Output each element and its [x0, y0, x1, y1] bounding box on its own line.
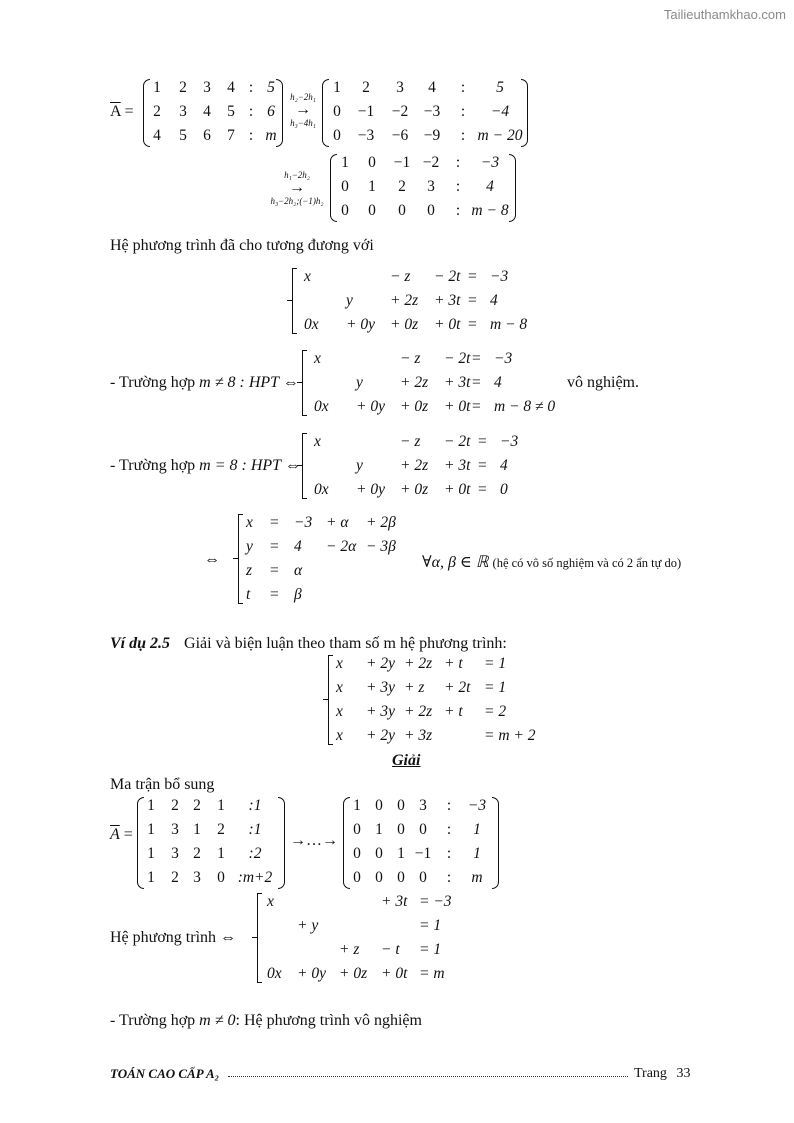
sys5-cell: = 2 — [484, 703, 507, 720]
matA3-cell: 0 — [368, 202, 376, 219]
matA3-cell: −3 — [480, 154, 500, 171]
op2-bot: h₃−2h₂;(−1)h₂ — [270, 196, 324, 206]
sys6-cell: + 0y — [297, 965, 326, 982]
matB2-cell: : — [446, 797, 452, 814]
page-number: 33 — [676, 1066, 691, 1081]
brace — [302, 433, 303, 499]
brace-tick — [302, 498, 307, 499]
sys3-cell: = — [478, 457, 487, 474]
sys2-cell: 0x — [314, 398, 329, 415]
sys4-cell: = — [270, 562, 279, 579]
solution-title: Giải — [392, 752, 421, 769]
sys4-cell: + α — [326, 514, 349, 531]
sys4-cell: y — [246, 538, 253, 555]
sys3-cell: − 2t — [444, 433, 471, 450]
brace — [257, 893, 258, 983]
matB2-cell: 0 — [397, 869, 405, 886]
matA1-cell: 4 — [203, 103, 211, 120]
sys4-cell: x — [246, 514, 253, 531]
sys6-cell: = 1 — [419, 917, 442, 934]
matB1-cell: :1 — [248, 797, 262, 814]
sys1-cell: x — [304, 268, 311, 285]
matrix-a-bar-label: $\overline{A}$ = — [110, 103, 134, 120]
matB1-cell: 1 — [193, 821, 201, 838]
sys5-cell: + 2z — [404, 655, 433, 672]
sys6-cell: + 0z — [339, 965, 368, 982]
matA3-cell: 1 — [368, 178, 376, 195]
matB1-cell: 1 — [147, 797, 155, 814]
op1-top: h₂−2h₁ — [290, 92, 316, 102]
sys5-cell: + 2y — [366, 727, 395, 744]
sys4-cell: 4 — [294, 538, 302, 555]
brace-tick — [297, 465, 302, 466]
general-solution — [236, 512, 416, 606]
sys6-cell: − t — [381, 941, 400, 958]
sys1-cell: − 2t — [434, 268, 461, 285]
matB1-cell: 1 — [217, 797, 225, 814]
matB1-cell: 1 — [217, 845, 225, 862]
sys1-cell: + 2z — [390, 292, 419, 309]
matrix-a-step2 — [330, 152, 516, 222]
sys3-cell: x — [314, 433, 321, 450]
sys4-cell: α — [294, 562, 303, 579]
brace-tick — [297, 382, 302, 383]
matA2-cell: 0 — [333, 103, 341, 120]
system6-label: Hệ phương trình ⇔ — [110, 929, 237, 946]
matA1-cell: : — [248, 103, 254, 120]
sys6-cell: + 0t — [381, 965, 408, 982]
matrix-b-bar-label: $\overline{A}$ = — [110, 826, 133, 843]
page-label: Trang — [634, 1066, 667, 1081]
matA2-cell: : — [460, 103, 466, 120]
example-heading — [110, 635, 507, 653]
sys3-cell: = — [478, 433, 487, 450]
brace-tick — [292, 268, 297, 269]
matB2-cell: 1 — [375, 821, 383, 838]
sys2-cell: = — [472, 398, 481, 415]
matA3-cell: 3 — [427, 178, 435, 195]
matA3-cell: −1 — [393, 154, 411, 171]
sys5-cell: + t — [444, 655, 463, 672]
sys2-cell: + 0y — [356, 398, 385, 415]
sys1-cell: + 3t — [434, 292, 461, 309]
sys6-cell: + y — [297, 917, 319, 934]
sys3-cell: + 3t — [444, 457, 471, 474]
solution-note — [422, 552, 681, 572]
sys1-cell: = — [468, 292, 477, 309]
matA3-cell: : — [455, 178, 461, 195]
sys4-cell: t — [246, 586, 251, 603]
sys2-cell: + 0z — [400, 398, 429, 415]
sys4-cell: = — [270, 586, 279, 603]
arrow-icon: → — [289, 179, 305, 196]
brace — [238, 514, 239, 604]
sys5-cell: x — [336, 679, 343, 696]
matA2-cell: 1 — [333, 79, 341, 96]
matA1-cell: 5 — [179, 127, 187, 144]
sys2-cell: + 2z — [400, 374, 429, 391]
sys3-cell: −3 — [500, 433, 519, 450]
sys6-cell: + 3t — [381, 893, 408, 910]
sys6-cell: + z — [339, 941, 360, 958]
matA3-cell: 4 — [486, 178, 494, 195]
sys2-cell: m − 8 ≠ 0 — [494, 398, 556, 415]
sys5-cell: x — [336, 703, 343, 720]
matA3-cell: 0 — [341, 202, 349, 219]
matB2-cell: m — [471, 869, 483, 886]
sys5-cell: x — [336, 727, 343, 744]
sys5-cell: x — [336, 655, 343, 672]
sys3-cell: + 0y — [356, 481, 385, 498]
matB1-cell: 3 — [171, 845, 179, 862]
sys3-cell: + 0t — [444, 481, 471, 498]
matB2-cell: 0 — [375, 869, 383, 886]
matA2-cell: −3 — [423, 103, 441, 120]
matA1-cell: 1 — [153, 79, 161, 96]
watermark: Tailieuthamkhao.com — [663, 7, 786, 22]
matA3-cell: m − 8 — [471, 202, 509, 219]
matrix-a-initial — [143, 77, 283, 147]
sys2-cell: − 2t — [444, 350, 471, 367]
matB2-cell: : — [446, 821, 452, 838]
sys5-cell: + t — [444, 703, 463, 720]
sys4-cell: − 3β — [366, 538, 396, 555]
brace-tick — [292, 333, 297, 334]
matA1-cell: 2 — [153, 103, 161, 120]
matA1-cell: 5 — [227, 103, 235, 120]
brace-tick — [323, 699, 328, 700]
brace-tick — [328, 655, 333, 656]
matB2-cell: −3 — [467, 797, 487, 814]
matrix-a-step1 — [322, 77, 528, 147]
sys3-cell: + 2z — [400, 457, 429, 474]
sys1-cell: + 0t — [434, 316, 461, 333]
matB2-cell: 1 — [353, 797, 361, 814]
sys5-cell: = m + 2 — [484, 727, 536, 744]
matA2-cell: −9 — [423, 127, 441, 144]
augmented-matrix-initial — [137, 795, 285, 889]
op1-bot: h₃−4h₁ — [290, 118, 316, 128]
case1-line — [110, 374, 299, 392]
matB1-cell: 3 — [171, 821, 179, 838]
case1-condition: m ≠ 8 : HPT ⇔ — [199, 374, 299, 391]
matA1-cell: 4 — [153, 127, 161, 144]
augmented-matrix-reduced — [343, 795, 499, 889]
sys1-cell: = — [468, 316, 477, 333]
sys2-cell: x — [314, 350, 321, 367]
matB2-cell: 0 — [397, 821, 405, 838]
matB1-cell: 1 — [147, 869, 155, 886]
matB2-cell: 0 — [397, 797, 405, 814]
sys5-cell: + 2z — [404, 703, 433, 720]
sys5-cell: + 2t — [444, 679, 471, 696]
matA3-cell: 0 — [341, 178, 349, 195]
matA2-cell: −2 — [391, 103, 409, 120]
matB2-cell: 0 — [419, 821, 427, 838]
matA2-cell: : — [460, 79, 466, 96]
matA2-cell: −6 — [391, 127, 409, 144]
matA2-cell: 0 — [333, 127, 341, 144]
sys2-cell: y — [356, 374, 363, 391]
matA1-cell: 2 — [179, 79, 187, 96]
sys5-cell: + z — [404, 679, 425, 696]
matB2-cell: : — [446, 869, 452, 886]
op2-top: h₁−2h₂ — [284, 170, 310, 180]
brace-tick — [302, 350, 307, 351]
sys4-cell: = — [270, 538, 279, 555]
matB2-cell: 0 — [353, 845, 361, 862]
matA1-cell: 6 — [203, 127, 211, 144]
brace-tick — [257, 893, 262, 894]
sys1-cell: m − 8 — [490, 316, 528, 333]
matA2-cell: 2 — [362, 79, 370, 96]
free-variables-note: (hệ có vô số nghiệm và có 2 ẩn tự do) — [492, 556, 682, 570]
sys6-cell: x — [267, 893, 274, 910]
sys3-cell: 0x — [314, 481, 329, 498]
matA3-cell: 1 — [341, 154, 349, 171]
sys4-cell: β — [294, 586, 302, 603]
sys2-cell: = — [472, 350, 481, 367]
matB1-cell: 1 — [147, 821, 155, 838]
sys1-cell: −3 — [490, 268, 509, 285]
brace-tick — [252, 937, 257, 938]
matA3-cell: 0 — [398, 202, 406, 219]
footer-title: TOÁN CAO CẤP A₂ — [110, 1066, 220, 1081]
brace — [328, 655, 329, 745]
matB1-cell: 2 — [217, 821, 225, 838]
sys3-cell: 4 — [500, 457, 508, 474]
sys4-cell: + 2β — [366, 514, 396, 531]
sys4-cell: − 2α — [326, 538, 357, 555]
brace-tick — [328, 744, 333, 745]
augmented-matrix-text: Ma trận bổ sung — [110, 776, 215, 793]
sys5-cell: = 1 — [484, 655, 507, 672]
matB2-cell: 0 — [375, 797, 383, 814]
matB1-cell: 2 — [193, 797, 201, 814]
matA3-cell: : — [455, 154, 461, 171]
sys1-cell: + 0z — [390, 316, 419, 333]
sys4-cell: −3 — [294, 514, 313, 531]
case3-text: : Hệ phương trình vô nghiệm — [235, 1012, 422, 1029]
sys4-cell: = — [270, 514, 279, 531]
matA1-cell: 3 — [179, 103, 187, 120]
sys5-cell: + 3y — [366, 703, 395, 720]
case1-result: vô nghiệm. — [567, 374, 639, 391]
brace-tick — [233, 558, 238, 559]
matA3-cell: 0 — [427, 202, 435, 219]
sys3-cell: 0 — [500, 481, 508, 498]
matB1-cell: 1 — [147, 845, 155, 862]
case3-label: - Trường hợp — [110, 1012, 196, 1029]
sys1-cell: y — [346, 292, 353, 309]
sys2-cell: + 3t — [444, 374, 471, 391]
sys6-cell: 0x — [267, 965, 282, 982]
matB1-cell: 0 — [217, 869, 225, 886]
footer-page — [634, 1066, 690, 1082]
sys2-cell: −3 — [494, 350, 513, 367]
matB1-cell: :2 — [248, 845, 262, 862]
matB2-cell: 1 — [473, 845, 481, 862]
system-case2 — [300, 431, 530, 501]
matA1-cell: : — [248, 79, 254, 96]
sys2-cell: = — [472, 374, 481, 391]
case1-label: - Trường hợp — [110, 374, 196, 391]
matB2-cell: 3 — [419, 797, 427, 814]
matB1-cell: 2 — [171, 797, 179, 814]
sys5-cell: = 1 — [484, 679, 507, 696]
matA1-cell: 6 — [267, 103, 275, 120]
matA2-cell: : — [460, 127, 466, 144]
matA2-cell: 5 — [496, 79, 504, 96]
sys5-cell: + 3z — [404, 727, 433, 744]
brace-tick — [238, 603, 243, 604]
sys3-cell: + 0z — [400, 481, 429, 498]
system-equivalent — [290, 266, 530, 336]
sys1-cell: = — [468, 268, 477, 285]
matB2-cell: 1 — [473, 821, 481, 838]
sys2-cell: − z — [400, 350, 421, 367]
matB1-cell: :1 — [248, 821, 262, 838]
matA2-cell: −3 — [357, 127, 375, 144]
matA3-cell: 0 — [368, 154, 376, 171]
sys6-cell: = 1 — [419, 941, 442, 958]
matA1-cell: m — [265, 127, 277, 144]
brace — [292, 268, 293, 334]
example-system — [326, 653, 556, 747]
sys1-cell: − z — [390, 268, 411, 285]
brace-tick — [238, 514, 243, 515]
system-case1 — [300, 348, 562, 418]
matA2-cell: 4 — [428, 79, 436, 96]
sys5-cell: + 3y — [366, 679, 395, 696]
case2-condition: m = 8 : HPT ⇔ — [199, 457, 301, 474]
case2-label: - Trường hợp — [110, 457, 196, 474]
matA3-cell: : — [455, 202, 461, 219]
matB1-cell: :m+2 — [237, 869, 273, 886]
matB2-cell: 0 — [419, 869, 427, 886]
matB1-cell: 2 — [171, 869, 179, 886]
matB1-cell: 3 — [193, 869, 201, 886]
case3-line — [110, 1012, 422, 1030]
brace-tick — [302, 415, 307, 416]
matB2-cell: 0 — [353, 869, 361, 886]
case3-condition: m ≠ 0 — [199, 1012, 236, 1029]
matA2-cell: m − 20 — [477, 127, 523, 144]
reduced-system — [255, 891, 455, 985]
sys6-cell: = −3 — [419, 893, 452, 910]
matB2-cell: 0 — [353, 821, 361, 838]
matB2-cell: −1 — [414, 845, 432, 862]
matB2-cell: 1 — [397, 845, 405, 862]
matA3-cell: 2 — [398, 178, 406, 195]
case2-line — [110, 457, 301, 475]
brace-tick — [287, 300, 292, 301]
matA1-cell: 5 — [267, 79, 275, 96]
sys5-cell: + 2y — [366, 655, 395, 672]
matA1-cell: 4 — [227, 79, 235, 96]
example-label: Ví dụ 2.5 — [110, 635, 171, 652]
sys1-cell: 4 — [490, 292, 498, 309]
sys1-cell: 0x — [304, 316, 319, 333]
sys1-cell: + 0y — [346, 316, 375, 333]
matA2-cell: −4 — [490, 103, 510, 120]
matA1-cell: 3 — [203, 79, 211, 96]
sys3-cell: y — [356, 457, 363, 474]
sys3-cell: = — [478, 481, 487, 498]
footer-dots — [228, 1066, 628, 1077]
matA3-cell: −2 — [422, 154, 440, 171]
matB1-cell: 2 — [193, 845, 201, 862]
brace-tick — [302, 433, 307, 434]
matA1-cell: : — [248, 127, 254, 144]
reduction-arrow: →…→ — [290, 832, 338, 849]
matA1-cell: 7 — [227, 127, 235, 144]
brace-tick — [257, 982, 262, 983]
matA2-cell: −1 — [357, 103, 375, 120]
matB2-cell: : — [446, 845, 452, 862]
matA2-cell: 3 — [396, 79, 404, 96]
brace — [302, 350, 303, 416]
matB2-cell: 0 — [375, 845, 383, 862]
forall-text: ∀α, β ∈ ℝ — [422, 554, 489, 571]
sys6-cell: = m — [419, 965, 445, 982]
equivalent-system-text: Hệ phương trình đã cho tương đương với — [110, 237, 374, 254]
arrow-icon: → — [295, 101, 311, 118]
sys4-cell: z — [246, 562, 253, 579]
example-text: Giải và biện luận theo tham số m hệ phương trình: — [184, 635, 507, 652]
sys2-cell: 4 — [494, 374, 502, 391]
sys3-cell: − z — [400, 433, 421, 450]
equivalent-symbol: ⇔ — [204, 551, 220, 568]
sys2-cell: + 0t — [444, 398, 471, 415]
